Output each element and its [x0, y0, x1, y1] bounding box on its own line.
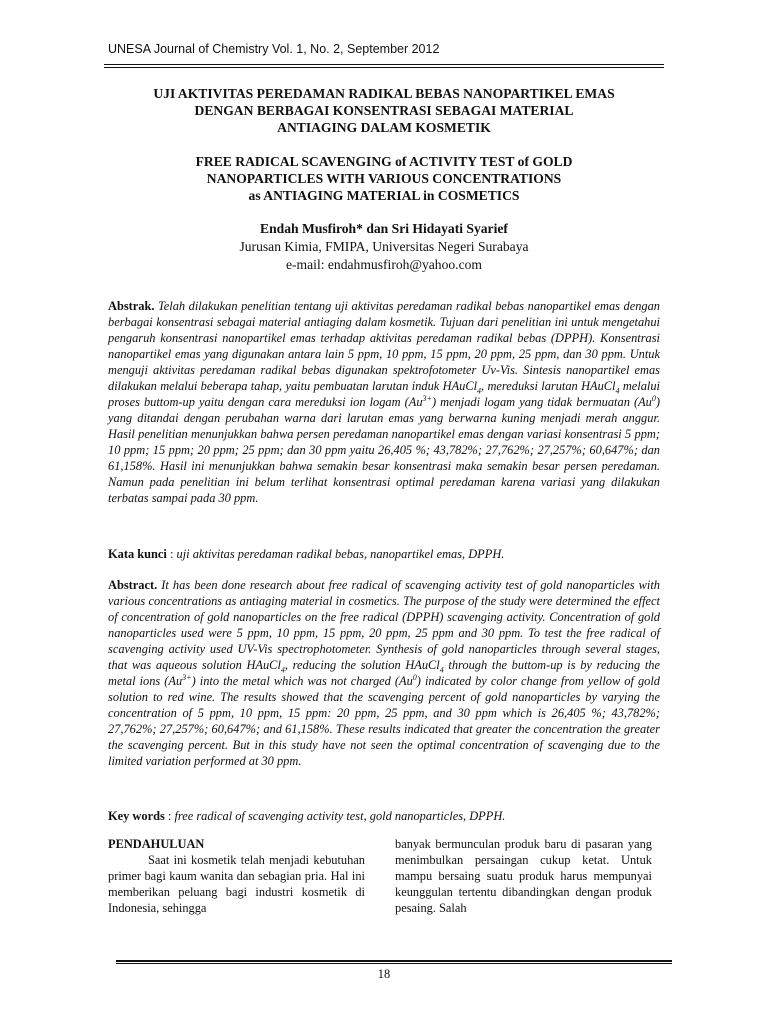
title-en-line-1: FREE RADICAL SCAVENGING of ACTIVITY TEST of GOLD: [195, 154, 573, 169]
key-words-text: free radical of scavenging activity test, gold nanoparticles, DPPH.: [174, 809, 506, 823]
author-block: [100, 220, 668, 274]
author-names: Endah Musfiroh* dan Sri Hidayati Syarief: [260, 221, 508, 236]
kata-kunci-label: Kata kunci: [108, 547, 167, 561]
title-id-line-3: ANTIAGING DALAM KOSMETIK: [277, 120, 491, 135]
body-paragraph-left: Saat ini kosmetik telah menjadi kebutuhan primer bagi kaum wanita dan sebagian pria. Hal ini memberikan peluang bagi industri kosmetik di Indonesia, sehingga: [108, 853, 365, 915]
body-column-right: [395, 836, 652, 916]
header-rule: [104, 64, 664, 65]
title-indonesian: [100, 85, 668, 136]
title-id-line-1: UJI AKTIVITAS PEREDAMAN RADIKAL BEBAS NANOPARTIKEL EMAS: [153, 86, 615, 101]
footer-rule: [116, 960, 672, 962]
abstract-label: Abstract.: [108, 578, 158, 592]
abstract-english: [108, 577, 660, 769]
keywords-english: Key words : free radical of scavenging activity test, gold nanoparticles, DPPH.: [108, 809, 506, 823]
journal-header: UNESA Journal of Chemistry Vol. 1, No. 2, September 2012: [108, 42, 440, 56]
title-english: [100, 153, 668, 204]
page-number: 18: [377, 967, 391, 981]
abstrak-text: Telah dilakukan penelitian tentang uji aktivitas peredaman radikal bebas nanopartikel emas dengan berbagai konsentrasi sebagai material antiaging dalam kosmetik. Tujuan dari penelitian ini untuk mengetahui pengaruh konsentrasi nanopartikel emas terhadap aktivitas peredaman radikal bebas (DPPH). Konsentrasi nanopartikel emas yang digunakan antara lain 5 ppm, 10 ppm, 15 ppm, 20 ppm, 25 ppm, dan 30 ppm. Untuk menguji aktivitas peredaman radikal bebas digunakan spektrofotometer Uv-Vis. Sintesis nanopartikel emas dilakukan melalui beberapa tahap, yaitu pembuatan larutan induk HAuCl$_4$, mereduksi larutan HAuCl$_4$ melalui proses buttom-up yaitu dengan cara mereduksi ion logam $(Au^{3+})$ menjadi logam yang tidak bermuatan (Au$^0$) yang ditandai dengan perubahan warna dari larutan emas yang berwarna kuning menjadi merah anggur. Hasil penelitian menunjukkan bahwa persen peredaman nanopartikel emas dengan variasi konsentrasi 5 ppm; 10 ppm; 15 ppm; 20 ppm; 25 ppm; dan 30 ppm yaitu 26,405 %; 43,782%; 27,762%; 27,257%; 60,647%; dan 61,158%. Hasil ini menunjukkan bahwa semakin besar konsentrasi maka semakin besar persen peredaman. Namun pada penelitian ini belum terlihat konsentrasi optimal peredaman karena variasi yang dilakukan terbatas sampai pada 30 ppm.: [108, 299, 660, 505]
section-heading-pendahuluan: PENDAHULUAN: [108, 837, 205, 851]
title-en-line-2: NANOPARTICLES WITH VARIOUS CONCENTRATIONS: [206, 171, 562, 186]
abstrak-label: Abstrak.: [108, 299, 155, 313]
kata-kunci-text: uji aktivitas peredaman radikal bebas, nanopartikel emas, DPPH.: [176, 547, 505, 561]
body-column-left: [108, 836, 365, 916]
title-id-line-2: DENGAN BERBAGAI KONSENTRASI SEBAGAI MATERIAL: [194, 103, 574, 118]
footer-rule-thin: [116, 963, 672, 964]
author-affiliation: Jurusan Kimia, FMIPA, Universitas Negeri Surabaya: [239, 239, 529, 254]
abstract-text: It has been done research about free radical of scavenging activity test of gold nanoparticles with various concentrations as antiaging material in cosmetics. The purpose of the study were determined the effect of concentration of gold nanoparticles on the free radical (DPPH) scavenging activity. Concentration of gold nanoparticles used were 5 ppm, 10 ppm, 15 ppm, 20 ppm, 25 ppm and 30 ppm. To test the free radical of scavenging activity used UV-Vis spectrophotometer. Synthesis of gold nanoparticles through several stages, that was aqueous solution HAuCl$_4$, reducing the solution HAuCl$_4$ through the buttom-up is by reducing the metal ions $(Au^{3+})$ into the metal which was not charged (Au$^0$) indicated by color change from yellow of gold solution to red wine. The results showed that the scavenging percent of gold nanoparticles by varying the concentration of 5 ppm, 10 ppm, 15 ppm: 20 ppm, 25 ppm, and 30 ppm which is 26,405 %; 43,782%; 27,762%; 27,257%; 60,647%; and 61,158%. These results indicated that greater the concentration the greater the scavenging percent. But in this study have not seen the optimal concentration of scavenging due to the limited variation performed at 30 ppm.: [108, 578, 660, 768]
keywords-indonesian: Kata kunci : uji aktivitas peredaman radikal bebas, nanopartikel emas, DPPH.: [108, 547, 505, 561]
title-en-line-3: as ANTIAGING MATERIAL in COSMETICS: [248, 188, 520, 203]
header-rule-thin: [104, 67, 664, 68]
key-words-label: Key words: [108, 809, 165, 823]
author-email: e-mail: endahmusfiroh@yahoo.com: [286, 257, 482, 272]
abstract-indonesian: [108, 298, 660, 506]
body-paragraph-right: banyak bermunculan produk baru di pasaran yang menimbulkan persaingan cukup ketat. Untuk mampu bersaing suatu produk harus mempunyai keunggulan tertentu dibandingkan dengan produk pesaing. Salah: [395, 837, 652, 915]
